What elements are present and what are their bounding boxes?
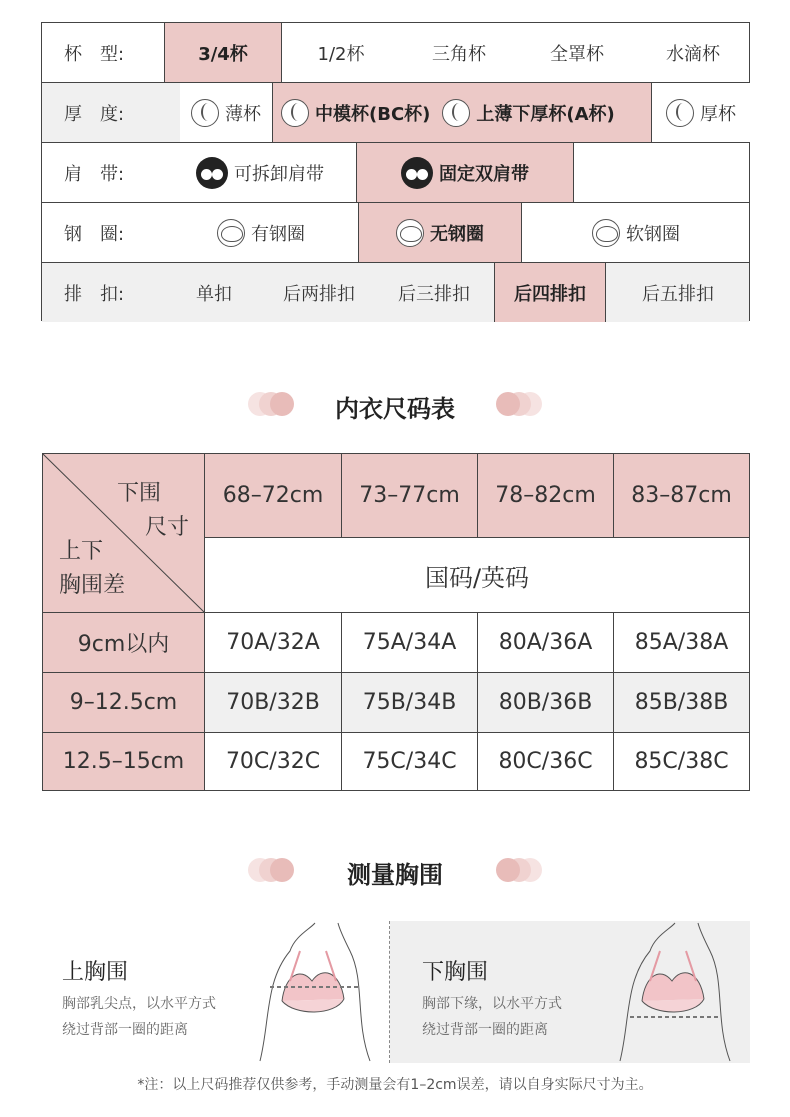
size-cell: 80A/36A: [478, 613, 614, 673]
corner-diff-label-2: 胸围差: [59, 573, 126, 598]
size-cell: 85A/38A: [614, 613, 749, 673]
size-cell: 70A/32A: [205, 613, 342, 673]
row-diff-label: 12.5–15cm: [43, 733, 205, 790]
option-label: 薄杯: [225, 103, 261, 125]
attr-row-hook: [42, 263, 749, 322]
measure-title: 测量胸围: [347, 861, 443, 889]
desc-line: 绕过背部一圈的距离: [62, 1022, 188, 1038]
option-thickness-thin[interactable]: [180, 83, 272, 142]
corner-size-label: 尺寸: [145, 515, 190, 540]
wire-free-icon: [396, 219, 424, 247]
row-diff-label: 9cm以内: [43, 613, 205, 673]
desc-line: 绕过背部一圈的距离: [422, 1022, 548, 1038]
attr-label-hook: 排 扣:: [64, 283, 125, 305]
option-strap-fixed[interactable]: [356, 143, 574, 202]
header-underbust: 68–72cm: [205, 454, 342, 538]
option-cup-3-4[interactable]: 3/4杯: [164, 23, 282, 82]
option-label: 可拆卸肩带: [234, 163, 324, 185]
decor-dots-right: [496, 392, 542, 416]
measurement-note: *注：以上尺码推荐仅供参考，手动测量会有1–2cm误差，请以自身实际尺寸为主。: [137, 1077, 653, 1093]
upper-bust-panel: [40, 921, 389, 1063]
attribute-table: [41, 22, 750, 321]
desc-line: 胸部下缘，以水平方式: [422, 996, 562, 1012]
size-table: [42, 453, 750, 791]
lower-bust-desc: [422, 991, 622, 1043]
thick-cup-icon: [666, 99, 694, 127]
attr-row-thickness: [42, 83, 749, 143]
size-cell: 75A/34A: [342, 613, 478, 673]
size-system-header: 国码/英码: [205, 538, 749, 613]
option-cup-teardrop[interactable]: 水滴杯: [666, 43, 720, 65]
option-label: 固定双肩带: [439, 163, 529, 185]
option-hook-1[interactable]: 单扣: [196, 283, 232, 305]
attr-row-strap: [42, 143, 749, 203]
lower-bust-title: 下胸围: [422, 960, 489, 985]
option-label: 上薄下厚杯(A杯): [476, 103, 615, 125]
size-cell: 85B/38B: [614, 673, 749, 733]
header-underbust: 73–77cm: [342, 454, 478, 538]
option-wire-soft[interactable]: [522, 203, 750, 262]
option-strap-detachable[interactable]: [164, 143, 356, 202]
lower-bust-panel: [390, 921, 750, 1063]
desc-line: 胸部乳尖点，以水平方式: [62, 996, 216, 1012]
size-cell: 80C/36C: [478, 733, 614, 790]
option-wire-with[interactable]: [164, 203, 358, 262]
underwire-icon: [217, 219, 245, 247]
size-cell: 75B/34B: [342, 673, 478, 733]
thin-cup-icon: [191, 99, 219, 127]
option-wire-free[interactable]: [358, 203, 522, 262]
attr-label-thickness: 厚 度:: [64, 103, 125, 125]
size-cell: 80B/36B: [478, 673, 614, 733]
upper-bust-desc: [62, 991, 262, 1043]
fixed-strap-icon: [401, 157, 433, 189]
option-label: 无钢圈: [430, 223, 484, 245]
push-up-cup-icon: [442, 99, 470, 127]
size-cell: 70C/32C: [205, 733, 342, 790]
option-cup-1-2[interactable]: 1/2杯: [317, 43, 365, 65]
lower-bust-illustration: [600, 921, 740, 1063]
corner-header: [43, 454, 205, 613]
option-hook-4[interactable]: 后四排扣: [494, 263, 606, 322]
option-hook-5[interactable]: 后五排扣: [642, 283, 714, 305]
mid-cup-icon: [281, 99, 309, 127]
option-cup-triangle[interactable]: 三角杯: [432, 43, 486, 65]
option-hook-3[interactable]: 后三排扣: [398, 283, 470, 305]
attr-label-cup: 杯 型:: [64, 43, 125, 65]
upper-bust-illustration: [240, 921, 380, 1063]
option-cup-full[interactable]: 全罩杯: [550, 43, 604, 65]
option-label: 中模杯(BC杯): [315, 103, 431, 125]
attr-row-cup: [42, 23, 749, 83]
soft-wire-icon: [592, 219, 620, 247]
size-chart-title: 内衣尺码表: [335, 395, 455, 423]
option-label: 有钢圈: [251, 223, 305, 245]
size-cell: 70B/32B: [205, 673, 342, 733]
attr-label-wire: 钢 圈:: [64, 223, 125, 245]
header-underbust: 83–87cm: [614, 454, 749, 538]
decor-dots-right: [496, 858, 542, 882]
size-cell: 75C/34C: [342, 733, 478, 790]
corner-diff-label-1: 上下: [59, 539, 104, 564]
row-diff-label: 9–12.5cm: [43, 673, 205, 733]
attr-label-strap: 肩 带:: [64, 163, 125, 185]
option-thickness-thick[interactable]: [652, 83, 750, 142]
option-label: 厚杯: [700, 103, 736, 125]
size-cell: 85C/38C: [614, 733, 749, 790]
attr-row-wire: [42, 203, 749, 263]
detachable-strap-icon: [196, 157, 228, 189]
option-thickness-selected-group[interactable]: [272, 83, 652, 142]
corner-underbust-label: 下围: [117, 481, 162, 506]
upper-bust-title: 上胸围: [62, 960, 129, 985]
header-underbust: 78–82cm: [478, 454, 614, 538]
option-label: 软钢圈: [626, 223, 680, 245]
option-hook-2[interactable]: 后两排扣: [283, 283, 355, 305]
